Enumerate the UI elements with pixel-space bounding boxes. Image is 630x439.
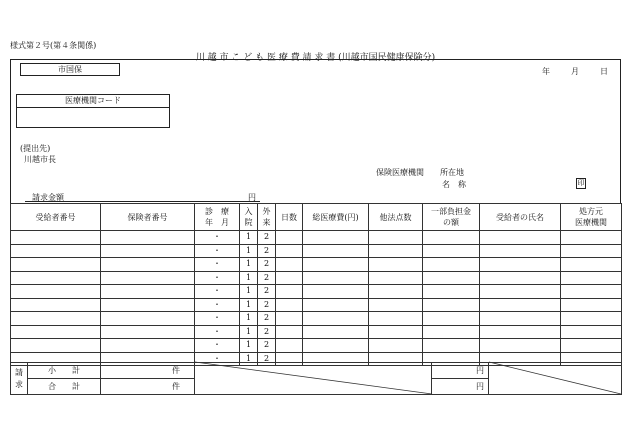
copay-cell[interactable] [423,258,480,272]
table-row [11,258,622,272]
header-copay-line1: 一部負担金 [431,207,471,216]
total-label: 合 計 [28,379,101,395]
copay-cell[interactable] [423,271,480,285]
prescriber-cell[interactable] [561,339,622,353]
treatment-month-cell[interactable]: ・ [195,244,240,258]
recipient-name-cell[interactable] [480,258,561,272]
inpatient-cell[interactable]: 1 [240,231,258,245]
recipient-no-cell[interactable] [11,285,101,299]
header-prescriber-line1: 処方元 [579,207,603,216]
claim-amount-unit: 円 [248,193,256,202]
recipient-no-cell[interactable] [11,339,101,353]
header-inpatient-line2: 院 [244,218,253,227]
insurer-no-cell[interactable] [101,244,195,258]
treatment-month-cell[interactable]: ・ [195,312,240,326]
outpatient-cell[interactable]: 2 [258,339,276,353]
form-id: 様式第２号(第４条関係) [10,41,97,50]
outpatient-cell[interactable]: 2 [258,312,276,326]
submit-to-label: (提出先) [20,144,51,153]
recipient-name-cell[interactable] [480,271,561,285]
inpatient-cell[interactable]: 1 [240,271,258,285]
recipient-no-cell[interactable] [11,231,101,245]
institution-code-input[interactable] [17,108,169,128]
submit-to-name: 川越市長 [24,155,56,164]
prescriber-cell[interactable] [561,231,622,245]
insurer-no-cell[interactable] [101,339,195,353]
insurer-no-cell[interactable] [101,231,195,245]
claim-side-label-1: 請 [15,367,23,377]
total-cost-cell[interactable] [303,285,369,299]
table-row [11,231,622,245]
table-row [11,244,622,258]
subtotal-yen-unit: 円 [432,363,489,379]
days-cell[interactable] [276,285,303,299]
days-cell[interactable] [276,298,303,312]
days-cell[interactable] [276,312,303,326]
header-days: 日数 [276,204,303,231]
seal-mark [576,178,586,189]
other-points-cell[interactable] [369,298,423,312]
recipient-no-cell[interactable] [11,271,101,285]
header-outpatient-line2: 来 [262,218,271,227]
inpatient-cell[interactable]: 1 [240,244,258,258]
other-points-cell[interactable] [369,285,423,299]
total-cost-cell[interactable] [303,258,369,272]
header-prescriber-line2: 医療機関 [575,218,607,227]
inpatient-cell[interactable]: 1 [240,312,258,326]
prescriber-cell[interactable] [561,285,622,299]
insurer-no-cell[interactable] [101,325,195,339]
claim-amount-underline [25,201,260,202]
recipient-name-cell[interactable] [480,298,561,312]
days-cell[interactable] [276,271,303,285]
recipient-name-cell[interactable] [480,285,561,299]
copay-cell[interactable] [423,325,480,339]
total-cost-cell[interactable] [303,271,369,285]
header-prescriber [561,204,622,231]
date-day-label: 日 [600,67,608,76]
form-frame [10,59,621,204]
copay-cell[interactable] [423,298,480,312]
total-cost-cell[interactable] [303,298,369,312]
recipient-no-cell[interactable] [11,312,101,326]
outpatient-cell[interactable]: 2 [258,271,276,285]
claim-side-label-2: 求 [15,379,23,389]
recipient-name-cell[interactable] [480,231,561,245]
treatment-month-cell[interactable]: ・ [195,325,240,339]
provider-name-label: 名 称 [442,180,466,189]
total-cost-cell[interactable] [303,325,369,339]
provider-address-label: 所在地 [440,168,464,177]
table-row [11,312,622,326]
recipient-no-cell[interactable] [11,325,101,339]
inpatient-cell[interactable]: 1 [240,325,258,339]
treatment-month-cell[interactable]: ・ [195,271,240,285]
recipient-name-cell[interactable] [480,339,561,353]
insurer-no-cell[interactable] [101,312,195,326]
other-points-cell[interactable] [369,244,423,258]
prescriber-cell[interactable] [561,258,622,272]
header-inpatient-line1: 入 [244,207,253,216]
prescriber-cell[interactable] [561,244,622,258]
diagonal-line-right [489,362,621,394]
inpatient-cell[interactable]: 1 [240,298,258,312]
inpatient-cell[interactable]: 1 [240,285,258,299]
treatment-month-cell[interactable]: ・ [195,352,240,366]
total-cost-cell[interactable] [303,312,369,326]
table-row [11,271,622,285]
header-copay [423,204,480,231]
copay-cell[interactable] [423,285,480,299]
total-yen-unit: 円 [432,379,489,395]
header-treatment-month [195,204,240,231]
outpatient-cell[interactable]: 2 [258,285,276,299]
date-month-label: 月 [571,67,579,76]
outpatient-cell[interactable]: 2 [258,352,276,366]
provider-label: 保険医療機関 [376,168,424,177]
table-row [11,339,622,353]
header-inpatient [240,204,258,231]
treatment-month-cell[interactable]: ・ [195,231,240,245]
total-cost-cell[interactable] [303,339,369,353]
claim-side-label [11,363,28,395]
insurer-no-cell[interactable] [101,285,195,299]
other-points-cell[interactable] [369,325,423,339]
claims-table [10,203,622,366]
prescriber-cell[interactable] [561,271,622,285]
subtotal-label: 小 計 [28,363,101,379]
copay-cell[interactable] [423,312,480,326]
recipient-no-cell[interactable] [11,258,101,272]
days-cell[interactable] [276,339,303,353]
other-points-cell[interactable] [369,312,423,326]
outpatient-cell[interactable]: 2 [258,258,276,272]
claim-amount-label: 請求金額 [32,193,64,202]
header-treatment-line1: 診 療 [205,207,229,216]
recipient-name-cell[interactable] [480,312,561,326]
header-insurer-no: 保険者番号 [101,204,195,231]
insurer-label: 市国保 [58,65,82,74]
total-cost-cell[interactable] [303,231,369,245]
outpatient-cell[interactable]: 2 [258,325,276,339]
prescriber-cell[interactable] [561,325,622,339]
recipient-no-cell[interactable] [11,244,101,258]
outpatient-cell[interactable]: 2 [258,298,276,312]
total-count-unit: 件 [101,379,195,395]
inpatient-cell[interactable]: 1 [240,339,258,353]
outpatient-cell[interactable]: 2 [258,244,276,258]
table-row [11,285,622,299]
header-outpatient-line1: 外 [262,207,271,216]
prescriber-cell[interactable] [561,298,622,312]
insurer-no-cell[interactable] [101,258,195,272]
diagonal-line-left [195,362,432,394]
recipient-no-cell[interactable] [11,298,101,312]
copay-cell[interactable] [423,244,480,258]
table-row [11,298,622,312]
days-cell[interactable] [276,244,303,258]
copay-cell[interactable] [423,231,480,245]
recipient-name-cell[interactable] [480,325,561,339]
subtotal-count-unit: 件 [101,363,195,379]
header-other-points: 他法点数 [369,204,423,231]
days-cell[interactable] [276,231,303,245]
header-recipient-name: 受給者の氏名 [480,204,561,231]
header-total-cost: 総医療費(円) [303,204,369,231]
other-points-cell[interactable] [369,231,423,245]
header-outpatient [258,204,276,231]
treatment-month-cell[interactable]: ・ [195,285,240,299]
total-cost-cell[interactable] [303,244,369,258]
treatment-month-cell[interactable]: ・ [195,258,240,272]
treatment-month-cell[interactable]: ・ [195,298,240,312]
inpatient-cell[interactable]: 1 [240,352,258,366]
institution-code-label: 医療機関コード [17,95,169,108]
outpatient-cell[interactable]: 2 [258,231,276,245]
table-row [11,325,622,339]
insurer-no-cell[interactable] [101,271,195,285]
inpatient-cell[interactable]: 1 [240,258,258,272]
other-points-cell[interactable] [369,339,423,353]
recipient-name-cell[interactable] [480,244,561,258]
treatment-month-cell[interactable]: ・ [195,339,240,353]
copay-cell[interactable] [423,339,480,353]
other-points-cell[interactable] [369,271,423,285]
institution-code-box [16,94,170,128]
days-cell[interactable] [276,325,303,339]
other-points-cell[interactable] [369,258,423,272]
date-year-label: 年 [542,67,550,76]
seal-label: 印 [577,179,585,187]
insurer-box [20,63,120,76]
header-copay-line2: の額 [443,218,459,227]
insurer-no-cell[interactable] [101,298,195,312]
header-recipient-no: 受給者番号 [11,204,101,231]
header-treatment-line2: 年 月 [205,218,229,227]
days-cell[interactable] [276,258,303,272]
prescriber-cell[interactable] [561,312,622,326]
form-title: 川 越 市 こ ど も 医 療 費 請 求 書 (川越市国民健康保険分) [195,53,436,63]
